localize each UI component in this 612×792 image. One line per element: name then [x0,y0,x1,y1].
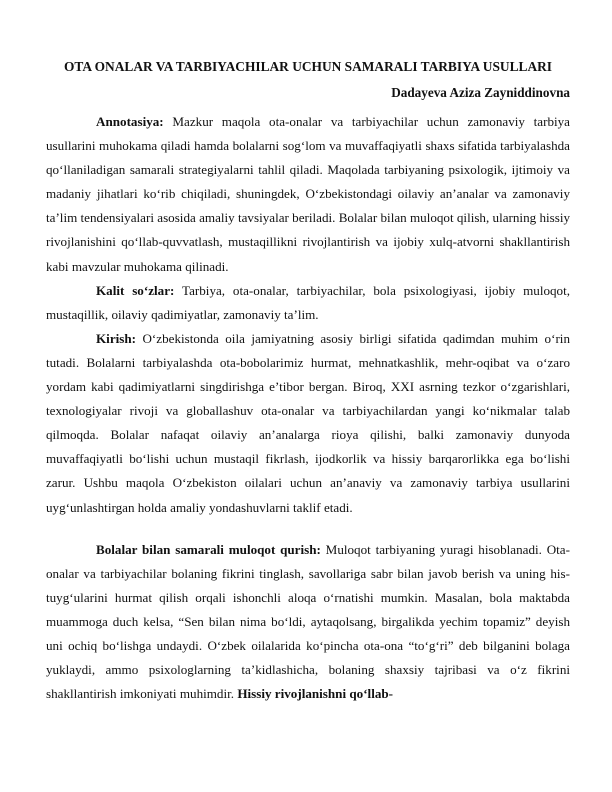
author-name: Dadayeva Aziza Zayniddinovna [391,85,570,100]
section1-heading: Bolalar bilan samarali muloqot qurish: [96,541,321,557]
section1-text: Muloqot tarbiyaning yuragi hisoblanadi. Ota-onalar va tarbiyachilar bolaning fikrini tinglash, savollariga sabr bilan javob berish va uning his-tuyg‘ularini hurmat qilish orqali ishonchli aloqa o‘rnatishi mumkin. Masalan, bola maktabda muammoga duch kelsa, “Sen bilan nima bo‘ldi, aytaqolsang, birgalikda yechim topamiz” deyish uni ochiq bo‘lishga undaydi. O‘zbek oilalarida ko‘pincha ota-ona “to‘g‘ri” deb bilganini bolaga yuklaydi, ammo psixologlarning ta’kidlashicha, bolaning shaxsiy tajribasi va o‘z fikrini shakllantirish imkoniyati muhimdir. [46,541,570,702]
section-spacer [46,520,570,538]
intro-text: O‘zbekistonda oila jamiyatning asosiy birligi sifatida qadimdan muhim o‘rin tutadi. Bolalarni tarbiyalashda ota-bobolarimiz hurmat, mehnatkashlik, mehr-oqibat va o‘zaro yordam kabi qadimiyatlarni singdirishga e’tibor bergan. Biroq, XXI asrning tezkor o‘zgarishlari, texnologiyalar rivoji va globallashuv ota-onalar va tarbiyachilardan yangi ko‘nikmalar talab qilmoqda. Bolalar nafaqat oilaviy an’analarga rioya qilishi, balki zamonaviy dunyoda muvaffaqiyatli bo‘lishi uchun mustaqil fikrlash, ijodkorlik va hissiy barqarorlikka ega bo‘lishi zarur. Ushbu maqola O‘zbekiston oilalari uchun an’anaviy va zamonaviy tarbiya usullarini uyg‘unlashtirgan holda amaliy yondashuvlarni taklif etadi. [46,330,570,515]
intro-label: Kirish: [96,330,137,346]
keywords-paragraph [46,279,570,327]
abstract-paragraph [46,110,570,279]
section1-next-heading: Hissiy rivojlanishni qo‘llab- [237,686,394,702]
paper-title: OTA ONALAR VA TARBIYACHILAR UCHUN SAMARALI TARBIYA USULLARI [64,59,552,74]
abstract-label: Annotasiya: [96,114,164,129]
keywords-text: Tarbiya, ota-onalar, tarbiyachilar, bola psixologiyasi, ijobiy muloqot, mustaqillik, oilaviy qadimiyatlar, zamonaviy ta’lim. [46,282,571,322]
abstract-text: Mazkur maqola ota-onalar va tarbiyachilar uchun zamonaviy tarbiya usullarini muhokama qiladi hamda bolalarni sog‘lom va muvaffaqiyatli shaxs sifatida tarbiyalashda qo‘llaniladigan samarali strategiyalarni tahlil qiladi. Maqolada tarbiyaning psixologik, ijtimoiy va madaniy jihatlari ko‘rib chiqiladi, shuningdek, O‘zbekistondagi oilaviy an’analar va zamonaviy ta’lim tendensiyalari asosida amaliy tavsiyalar beriladi. Bolalar bilan muloqot qilish, ularning hissiy rivojlanishini qo‘llab-quvvatlash, mustaqillikni rivojlantirish va ijobiy xulq-atvorni shakllantirish kabi mavzular muhokama qilinadi. [46,114,570,274]
keywords-label: Kalit so‘zlar: [96,282,175,298]
intro-paragraph [46,327,570,520]
section1-paragraph [46,538,570,707]
